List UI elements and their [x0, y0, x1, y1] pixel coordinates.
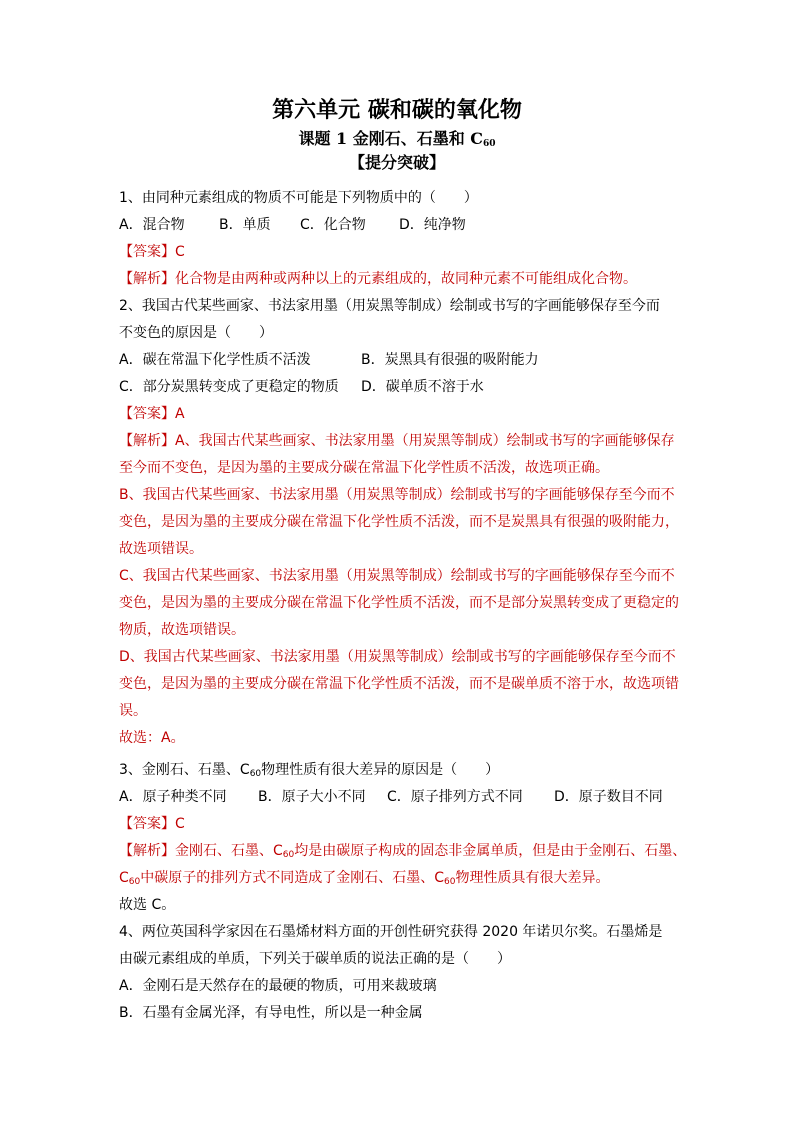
q2-option-a: A．碳在常温下化学性质不活泼 [119, 352, 311, 368]
q3-option-d: D．原子数目不同 [554, 789, 663, 805]
q4-stem-line2: 由碳元素组成的单质，下列关于碳单质的说法正确的是（ ） [119, 951, 511, 967]
q2-analysis-d-line2: 变色，是因为墨的主要成分碳在常温下化学性质不活泼，而不是碳单质不溶于水，故选项错 [119, 676, 679, 692]
q3-option-b: B．原子大小不同 [258, 789, 366, 805]
q2-options-row2 [119, 377, 484, 397]
q3-option-a: A．原子种类不同 [119, 789, 227, 805]
q2-analysis-b-line2: 变色，是因为墨的主要成分碳在常温下化学性质不活泼，而不是炭黑具有很强的吸附能力， [119, 514, 679, 530]
q3-analysis-line1: 【解析】金刚石、石墨、$C_{60}$均是由碳原子构成的固态非金属单质，但是由于金刚石、石墨、 [119, 843, 687, 860]
q2-option-c: C．部分炭黑转变成了更稳定的物质 [119, 379, 339, 395]
q2-answer: 【答案】A [119, 406, 185, 422]
q2-conclusion: 故选：A。 [119, 730, 185, 746]
q2-analysis-a-line2: 至今而不变色，是因为墨的主要成分碳在常温下化学性质不活泼，故选项正确。 [119, 460, 609, 476]
q2-analysis-c-line3: 物质，故选项错误。 [119, 622, 245, 638]
q3-options [119, 787, 663, 807]
q1-analysis: 【解析】化合物是由两种或两种以上的元素组成的，故同种元素不可能组成化合物。 [119, 271, 637, 287]
q1-answer: 【答案】C [119, 244, 185, 260]
q4-option-b: B．石墨有金属光泽，有导电性，所以是一种金属 [119, 1005, 423, 1021]
q2-option-b: B．炭黑具有很强的吸附能力 [361, 352, 539, 368]
q2-analysis-b-line1: B、我国古代某些画家、书法家用墨（用炭黑等制成）绘制或书写的字画能够保存至今而不 [119, 487, 675, 503]
q3-analysis-line2: $C_{60}$中碳原子的排列方式不同造成了金刚石、石墨、$C_{60}$物理性质具有很大差异。 [119, 870, 610, 887]
q2-analysis-b-line3: 故选项错误。 [119, 541, 203, 557]
section-heading: 【提分突破】 [348, 153, 445, 172]
q2-option-d: D．碳单质不溶于水 [361, 379, 484, 395]
q3-stem: 3、金刚石、石墨、$C_{60}$物理性质有很大差异的原因是（ ） [119, 762, 500, 779]
q1-option-c: C．化合物 [300, 217, 366, 233]
q2-options-row1 [119, 350, 539, 370]
q2-analysis-c-line2: 变色，是因为墨的主要成分碳在常温下化学性质不活泼，而不是部分炭黑转变成了更稳定的 [119, 595, 679, 611]
q4-stem-line1: 4、两位英国科学家因在石墨烯材料方面的开创性研究获得 2020 年诺贝尔奖。石墨烯是 [119, 924, 663, 940]
q3-answer: 【答案】C [119, 816, 185, 832]
q3-option-c: C．原子排列方式不同 [387, 789, 523, 805]
q3-conclusion: 故选 C。 [119, 897, 176, 913]
q1-option-d: D．纯净物 [399, 217, 466, 233]
q2-stem-line2: 不变色的原因是（ ） [119, 325, 273, 341]
q1-options [119, 215, 466, 235]
q1-option-a: A．混合物 [119, 217, 185, 233]
q2-stem-line1: 2、我国古代某些画家、书法家用墨（用炭黑等制成）绘制或书写的字画能够保存至今而 [119, 298, 660, 314]
lesson-subtitle: 课题 1 金刚石、石墨和 $C_{60}$ [298, 129, 496, 149]
q2-analysis-a-line1: 【解析】A、我国古代某些画家、书法家用墨（用炭黑等制成）绘制或书写的字画能够保存 [119, 433, 675, 449]
q2-analysis-d-line1: D、我国古代某些画家、书法家用墨（用炭黑等制成）绘制或书写的字画能够保存至今而不 [119, 649, 676, 665]
q1-stem: 1、由同种元素组成的物质不可能是下列物质中的（ ） [119, 190, 478, 206]
q2-analysis-d-line3: 误。 [119, 703, 147, 719]
q4-option-a: A．金刚石是天然存在的最硬的物质，可用来裁玻璃 [119, 978, 437, 994]
q2-analysis-c-line1: C、我国古代某些画家、书法家用墨（用炭黑等制成）绘制或书写的字画能够保存至今而不 [119, 568, 675, 584]
q1-option-b: B．单质 [219, 217, 271, 233]
unit-title: 第六单元 碳和碳的氧化物 [272, 97, 522, 123]
